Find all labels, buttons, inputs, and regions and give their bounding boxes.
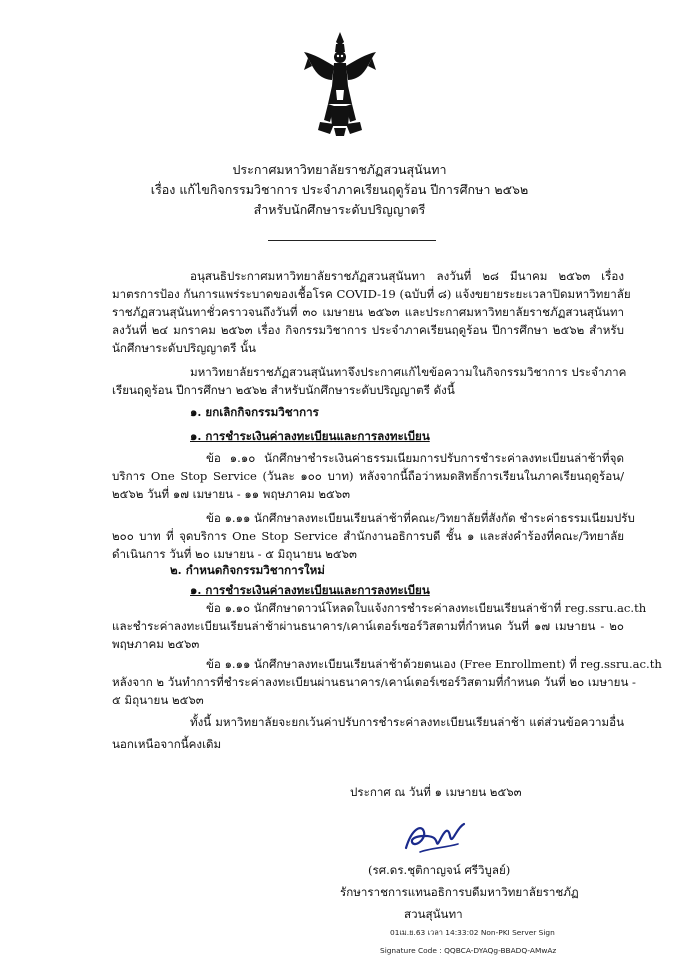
body-line: ลงวันที่ ๒๔ มกราคม ๒๕๖๓ เรื่อง กิจกรรมวิชาการ ประจำภาคเรียนฤดูร้อน ปีการศึกษา ๒๕๖๒ สำหรับ — [112, 323, 624, 337]
section-subheading: ๑. การชำระเงินค่าลงทะเบียนและการลงทะเบียน — [190, 583, 430, 597]
garuda-emblem-icon — [300, 30, 380, 138]
signatory-position: สวนสุนันทา — [404, 907, 463, 921]
body-line: มหาวิทยาลัยราชภัฏสวนสุนันทาจึงประกาศแก้ไขข้อความในกิจกรรมวิชาการ ประจำภาค — [190, 365, 627, 379]
body-line: มาตรการป้อง กันการแพร่ระบาดของเชื้อโรค COVID-19 (ฉบับที่ ๘) แจ้งขยายระยะเวลาปิดมหาวิทยาลัย — [112, 287, 631, 301]
announcement-target: สำหรับนักศึกษาระดับปริญญาตรี — [253, 202, 426, 217]
announcement-subject: เรื่อง แก้ไขกิจกรรมวิชาการ ประจำภาคเรียนฤดูร้อน ปีการศึกษา ๒๕๖๒ — [150, 182, 529, 197]
body-line: ทั้งนี้ มหาวิทยาลัยจะยกเว้นค่าปรับการชำระค่าลงทะเบียนเรียนล่าช้า แต่ส่วนข้อความอื่น — [190, 715, 624, 729]
body-line: ข้อ ๑.๑๐ นักศึกษาดาวน์โหลดใบแจ้งการชำระค่าลงทะเบียนเรียนล่าช้าที่ reg.ssru.ac.th — [206, 601, 647, 615]
body-line: ๒๐๐ บาท ที่ จุดบริการ One Stop Service สำนักงานอธิการบดี ชั้น ๑ และส่งคำร้องที่คณะ/วิทยาลัย — [112, 529, 624, 543]
announcement-title: ประกาศมหาวิทยาลัยราชภัฏสวนสุนันทา — [232, 162, 447, 177]
body-line: ข้อ ๑.๑๐ นักศึกษาชำระเงินค่าธรรมเนียมการปรับการชำระค่าลงทะเบียนล่าช้าที่จุด — [206, 451, 624, 465]
signature-code: Signature Code : QQBCA-DYAQg-BBADQ-AMwAz — [380, 946, 557, 955]
announce-date: ประกาศ ณ วันที่ ๑ เมษายน ๒๕๖๓ — [350, 785, 522, 799]
section-heading: ๒. กำหนดกิจกรรมวิชาการใหม่ — [170, 563, 325, 577]
signature-icon — [400, 818, 470, 858]
body-line: อนุสนธิประกาศมหาวิทยาลัยราชภัฏสวนสุนันทา ลงวันที่ ๒๘ มีนาคม ๒๕๖๓ เรื่อง — [190, 269, 624, 283]
body-line: ข้อ ๑.๑๑ นักศึกษาลงทะเบียนเรียนล่าช้าที่คณะ/วิทยาลัยที่สังกัด ชำระค่าธรรมเนียมปรับ — [206, 511, 635, 525]
signatory-position: รักษาราชการแทนอธิการบดีมหาวิทยาลัยราชภัฏ — [340, 885, 579, 899]
body-line: ๕ มิถุนายน ๒๕๖๓ — [112, 693, 204, 707]
body-line: และชำระค่าลงทะเบียนเรียนล่าช้าผ่านธนาคาร/เคาน์เตอร์เซอร์วิสตามที่กำหนด วันที่ ๑๗ เมษายน - ๒๐ — [112, 619, 624, 633]
body-line: พฤษภาคม ๒๕๖๓ — [112, 637, 200, 651]
title-divider — [268, 240, 436, 241]
section-heading: ๑. ยกเลิกกิจกรรมวิชาการ — [190, 405, 319, 419]
body-line: เรียนฤดูร้อน ปีการศึกษา ๒๕๖๒ สำหรับนักศึกษาระดับปริญญาตรี ดังนี้ — [112, 383, 455, 397]
signatory-name: (รศ.ดร.ชุติกาญจน์ ศรีวิบูลย์) — [368, 863, 511, 877]
section-subheading: ๑. การชำระเงินค่าลงทะเบียนและการลงทะเบียน — [190, 429, 430, 443]
body-line: ดำเนินการ วันที่ ๒๐ เมษายน - ๕ มิถุนายน ๒๕๖๓ — [112, 547, 357, 561]
body-line: ข้อ ๑.๑๑ นักศึกษาลงทะเบียนเรียนล่าช้าด้วยตนเอง (Free Enrollment) ที่ reg.ssru.ac.th — [206, 657, 662, 671]
body-line: หลังจาก ๒ วันทำการที่ชำระค่าลงทะเบียนผ่านธนาคาร/เคาน์เตอร์เซอร์วิสตามที่กำหนด วันที่ ๒๐ เมษายน - — [112, 675, 636, 689]
body-line: ราชภัฏสวนสุนันทาชั่วคราวจนถึงวันที่ ๓๐ เมษายน ๒๕๖๓ และประกาศมหาวิทยาลัยราชภัฏสวนสุนันทา — [112, 305, 624, 319]
body-line: นอกเหนือจากนี้คงเดิม — [112, 737, 222, 751]
body-line: ๒๕๖๒ วันที่ ๑๗ เมษายน - ๑๑ พฤษภาคม ๒๕๖๓ — [112, 487, 351, 501]
body-line: นักศึกษาระดับปริญญาตรี นั้น — [112, 341, 256, 355]
body-line: บริการ One Stop Service (วันละ ๑๐๐ บาท) หลังจากนี้ถือว่าหมดสิทธิ์การเรียนในภาคเรียนฤดูร้อน/ — [112, 469, 624, 483]
sign-stamp: 01เม.ย.63 เวลา 14:33:02 Non-PKI Server Sign — [390, 928, 555, 937]
